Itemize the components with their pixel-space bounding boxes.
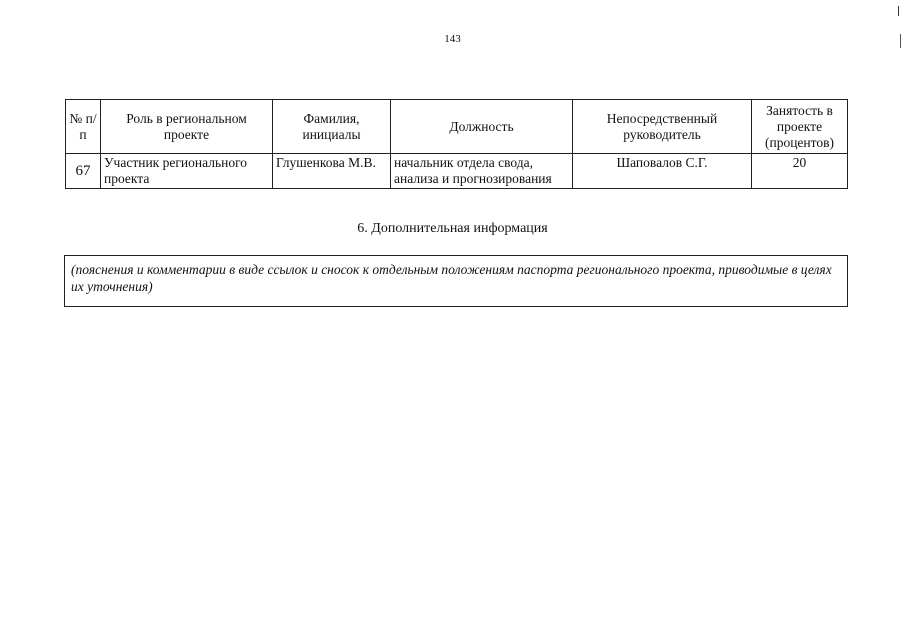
header-employment: Занятость в проекте (процентов)	[752, 100, 848, 154]
additional-info-note: (пояснения и комментарии в виде ссылок и сносок к отдельным положениям паспорта регионального проекта, приводимые в целях их уточнения)	[71, 262, 832, 294]
table-header-row	[66, 100, 848, 154]
additional-info-box	[64, 255, 848, 307]
section-title: 6. Дополнительная информация	[357, 221, 548, 236]
header-supervisor: Непосредственный руководитель	[573, 100, 752, 154]
project-team-table	[65, 99, 848, 189]
header-position: Должность	[391, 100, 573, 154]
header-number: № п/п	[66, 100, 101, 154]
cell-employment: 20	[752, 154, 848, 189]
header-role: Роль в региональном проекте	[101, 100, 273, 154]
cell-position: начальник отдела свода, анализа и прогнозирования	[391, 154, 573, 189]
cell-name: Глушенкова М.В.	[273, 154, 391, 189]
table-row	[66, 154, 848, 189]
cell-number: 67	[66, 154, 101, 189]
page-number: 143	[444, 33, 461, 45]
cell-supervisor: Шаповалов С.Г.	[573, 154, 752, 189]
cell-role: Участник регионального проекта	[101, 154, 273, 189]
scan-edge-mark	[898, 6, 899, 16]
header-name: Фамилия, инициалы	[273, 100, 391, 154]
